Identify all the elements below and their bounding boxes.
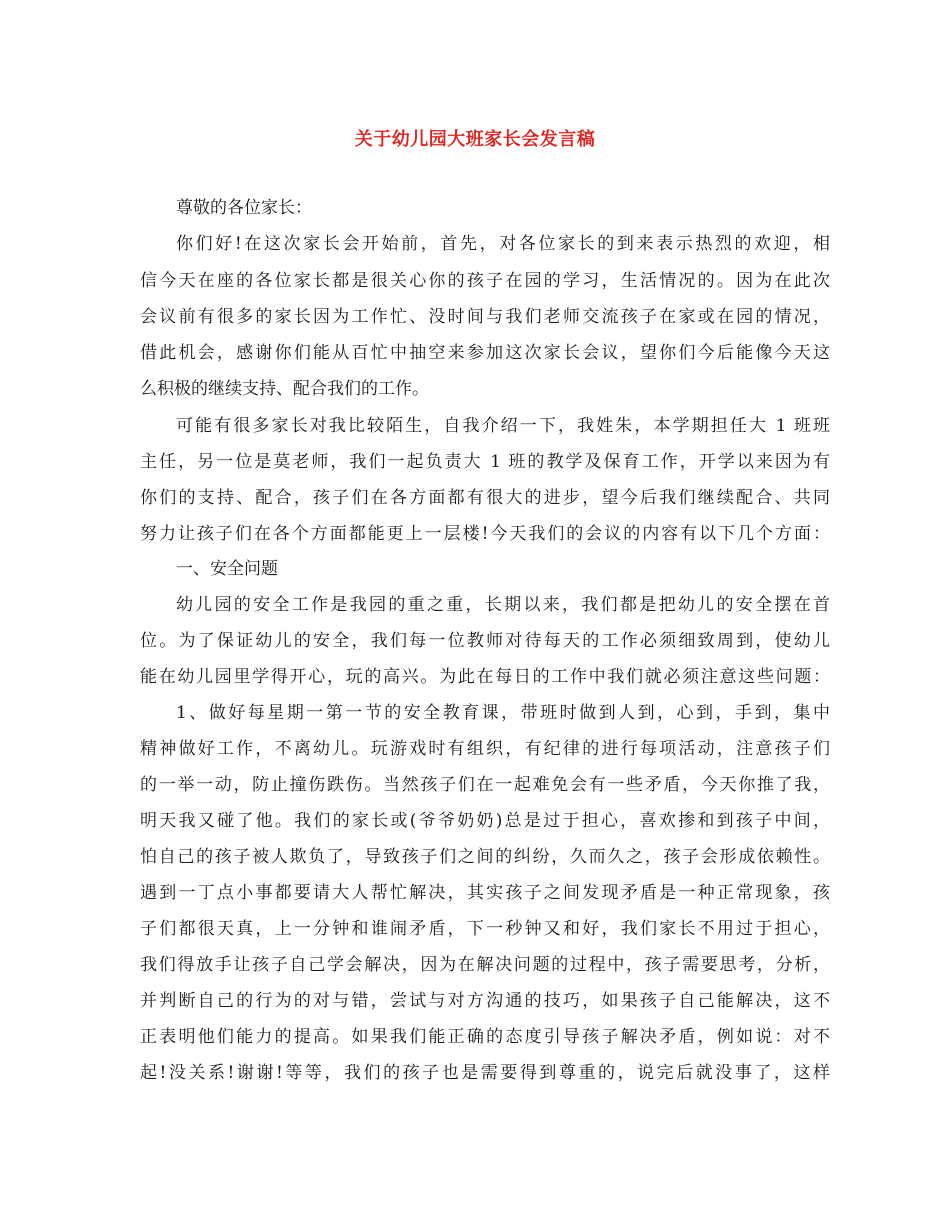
paragraph-line: 信今天在座的各位家长都是很关心你的孩子在园的学习，生活情况的。因为在此次 bbox=[140, 271, 830, 291]
paragraph-line: 1、做好每星期一第一节的安全教育课，带班时做到人到，心到，手到，集中 bbox=[176, 703, 830, 723]
paragraph-line: 会议前有很多的家长因为工作忙、没时间与我们老师交流孩子在家或在园的情况， bbox=[140, 307, 830, 327]
paragraph-line: 并判断自己的行为的对与错，尝试与对方沟通的技巧，如果孩子自己能解决，这不 bbox=[140, 991, 830, 1011]
paragraph-line: 正表明他们能力的提高。如果我们能正确的态度引导孩子解决矛盾，例如说：对不 bbox=[140, 1027, 830, 1047]
paragraph-line: 起!没关系!谢谢!等等，我们的孩子也是需要得到尊重的，说完后就没事了，这样 bbox=[140, 1063, 830, 1083]
paragraph-line: 我们得放手让孩子自己学会解决，因为在解决问题的过程中，孩子需要思考，分析， bbox=[140, 955, 830, 975]
paragraph-line: 么积极的继续支持、配合我们的工作。 bbox=[140, 379, 429, 399]
paragraph-line: 怕自己的孩子被人欺负了，导致孩子们之间的纠纷，久而久之，孩子会形成依赖性。 bbox=[140, 847, 830, 867]
paragraph-line: 主任，另一位是莫老师，我们一起负责大 1 班的教学及保育工作，开学以来因为有 bbox=[140, 452, 830, 472]
paragraph-line: 幼儿园的安全工作是我园的重之重，长期以来，我们都是把幼儿的安全摆在首 bbox=[176, 595, 830, 615]
document-title: 关于幼儿园大班家长会发言稿 bbox=[354, 129, 596, 150]
paragraph-line: 能在幼儿园里学得开心，玩的高兴。为此在每日的工作中我们就必须注意这些问题： bbox=[140, 667, 830, 687]
paragraph-line: 位。为了保证幼儿的安全，我们每一位教师对待每天的工作必须细致周到，使幼儿 bbox=[140, 631, 830, 651]
section-heading: 一、安全问题 bbox=[176, 559, 278, 579]
paragraph-line: 努力让孩子们在各个方面都能更上一层楼!今天我们的会议的内容有以下几个方面： bbox=[140, 524, 830, 544]
paragraph-line: 可能有很多家长对我比较陌生，自我介绍一下，我姓朱，本学期担任大 1 班班 bbox=[176, 416, 830, 436]
paragraph-line: 遇到一丁点小事都要请大人帮忙解决，其实孩子之间发现矛盾是一种正常现象，孩 bbox=[140, 883, 830, 903]
paragraph-line: 精神做好工作，不离幼儿。玩游戏时有组织，有纪律的进行每项活动，注意孩子们 bbox=[140, 739, 830, 759]
paragraph-line: 明天我又碰了他。我们的家长或(爷爷奶奶)总是过于担心，喜欢掺和到孩子中间， bbox=[140, 811, 830, 831]
paragraph-line: 的一举一动，防止撞伤跌伤。当然孩子们在一起难免会有一些矛盾，今天你推了我， bbox=[140, 775, 830, 795]
paragraph-line: 你们的支持、配合，孩子们在各方面都有很大的进步，望今后我们继续配合、共同 bbox=[140, 488, 830, 508]
paragraph-line: 子们都很天真，上一分钟和谁闹矛盾，下一秒钟又和好，我们家长不用过于担心， bbox=[140, 919, 830, 939]
greeting-line: 尊敬的各位家长： bbox=[176, 198, 312, 218]
paragraph-line: 借此机会，感谢你们能从百忙中抽空来参加这次家长会议，望你们今后能像今天这 bbox=[140, 343, 830, 363]
paragraph-line: 你们好!在这次家长会开始前，首先，对各位家长的到来表示热烈的欢迎，相 bbox=[176, 234, 830, 254]
